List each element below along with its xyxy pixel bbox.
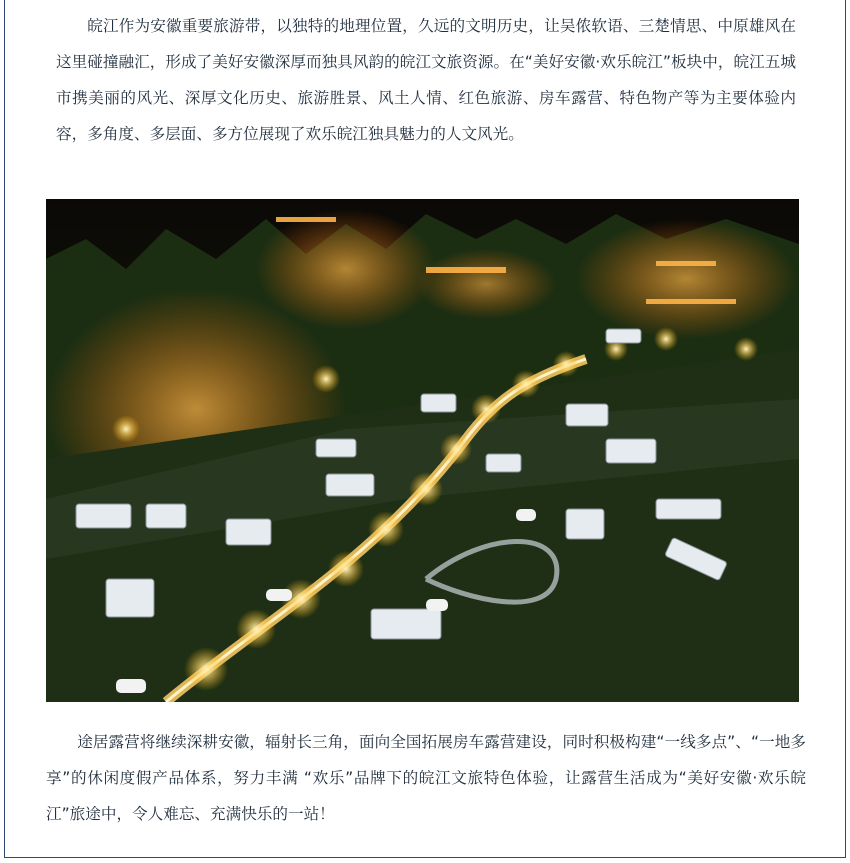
article-paragraph-intro: 皖江作为安徽重要旅游带，以独特的地理位置，久远的文明历史，让吴侬软语、三楚情思、中原雄风在这里碰撞融汇，形成了美好安徽深厚而独具风韵的皖江文旅资源。在“美好安徽·欢乐皖江”板块中，皖江五城市携美丽的风光、深厚文化历史、旅游胜景、风土人情、红色旅游、房车露营、特色物产等为主要体验内容，多角度、多层面、多方位展现了欢乐皖江独具魅力的人文风光。 <box>56 17 796 143</box>
article-paragraph-conclusion: 途居露营将继续深耕安徽，辐射长三角，面向全国拓展房车露营建设，同时积极构建“一线多点”、“一地多享”的休闲度假产品体系，努力丰满 “欢乐”品牌下的皖江文旅特色体验，让露营生活成为“美好安徽·欢乐皖江”旅途中，令人难忘、充满快乐的一站！ <box>46 733 806 823</box>
campsite-night-photo <box>46 199 799 702</box>
campsite-photo-illustration <box>46 199 799 702</box>
